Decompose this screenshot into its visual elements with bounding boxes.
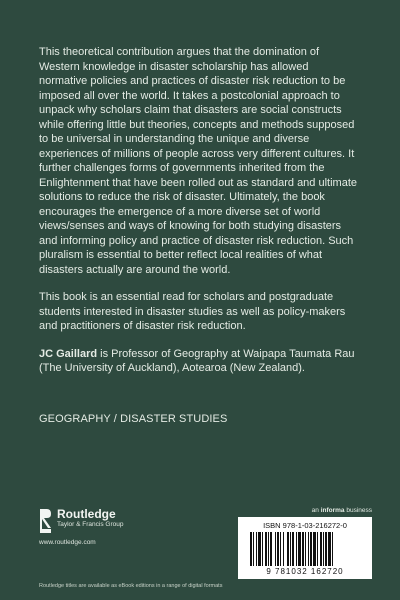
barcode-bar <box>275 532 276 566</box>
barcode-bar <box>256 532 257 566</box>
barcode-bar <box>305 532 306 566</box>
barcode-bar <box>253 532 254 566</box>
publisher-group: Taylor & Francis Group <box>57 521 124 528</box>
publisher-logo <box>39 508 199 534</box>
back-cover-text <box>39 45 359 376</box>
barcode-bar <box>270 532 272 566</box>
barcode-bar <box>317 532 318 566</box>
barcode-bar <box>320 532 322 566</box>
barcode-bar <box>332 532 333 566</box>
publisher-name: Routledge <box>57 507 116 521</box>
publisher-block <box>39 508 199 546</box>
barcode-bar <box>280 532 281 566</box>
blurb-paragraph: This theoretical contribution argues that the domination of Western knowledge in disaster scholarship has allowed normative policies and practices of disaster risk reduction to be imposed all over the world. It takes a postcolonial approach to unpack why scholars claim that disasters are social constructs while offering little but theories, concepts and methods supposed to be universal in understanding the unique and diverse experiences of millions of people across very different cultures. It further challenges forms of governments inherited from the Enlightenment that have been rolled out as standard and ultimate solutions to reduce the risk of disaster. Ultimately, the book encourages the emergence of a more diverse set of world views/senses and ways of knowing for both studying disasters and informing policy and practice of disaster risk reduction. Such pluralism is essential to better reflect local realities of what disasters actually are around the world. <box>39 46 357 276</box>
author-paragraph <box>39 347 359 376</box>
ebook-availability-note: Routledge titles are available as eBook editions in a range of digital formats <box>39 583 223 589</box>
barcode-bar <box>268 532 269 566</box>
barcode-bar <box>277 532 279 566</box>
author-bio: is Professor of Geography at Waipapa Taumata Rau (The University of Auckland), Aotearoa (New Zealand). <box>39 347 355 374</box>
barcode-bar <box>292 532 294 566</box>
author-name: JC Gaillard <box>39 347 98 360</box>
informa-business-label: an informa business <box>311 507 372 514</box>
barcode-bar <box>308 532 309 566</box>
barcode-bar <box>287 532 289 566</box>
barcode-bar <box>310 532 312 566</box>
barcode-bar <box>250 532 252 566</box>
barcode-digits: 9 781032 162720 <box>266 567 344 576</box>
barcode-bar <box>290 532 291 566</box>
barcode-bar <box>265 532 267 566</box>
barcode-bar <box>323 532 324 566</box>
routledge-logo-icon <box>39 508 53 534</box>
barcode-bar <box>325 532 327 566</box>
barcode-bar <box>283 532 284 566</box>
barcode-bar <box>313 532 316 566</box>
barcode-bar <box>298 532 301 566</box>
barcode-bar <box>296 532 297 566</box>
isbn-label: ISBN 978-1-03-216272-0 <box>263 521 347 530</box>
barcode-bar <box>262 532 263 566</box>
publisher-url[interactable]: www.routledge.com <box>39 539 96 546</box>
barcode-bar <box>258 532 261 566</box>
barcode-icon <box>250 532 360 566</box>
barcode-box <box>238 517 372 579</box>
subject-category: GEOGRAPHY / DISASTER STUDIES <box>39 413 228 425</box>
barcode-bar <box>302 532 304 566</box>
informa-brand: informa <box>320 507 345 514</box>
barcode-bar <box>328 532 331 566</box>
audience-paragraph: This book is an essential read for scholars and postgraduate students interested in disaster studies as well as policy-makers and practitioners of disaster risk reduction. <box>39 291 346 332</box>
